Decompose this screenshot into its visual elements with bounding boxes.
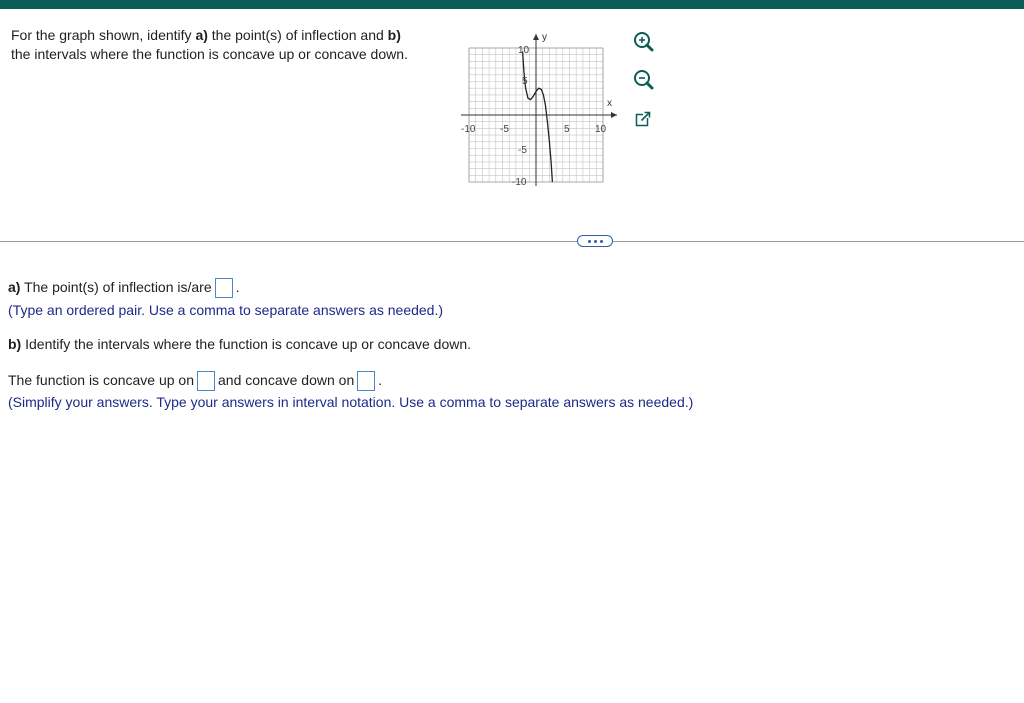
zoom-in-icon (632, 30, 654, 52)
concave-down-label: and concave down on (218, 372, 355, 388)
expand-more-button[interactable] (577, 235, 613, 247)
question-prompt (11, 26, 421, 63)
concavity-end: . (378, 372, 383, 388)
function-curve (523, 51, 553, 182)
part-a-end: . (235, 279, 240, 295)
question-part-b-text: the intervals where the function is concave up or concave down. (11, 45, 408, 62)
y-tick-label: 5 (522, 76, 528, 87)
part-b-question (8, 335, 471, 353)
part-a-question (8, 278, 240, 298)
y-tick-label: 10 (518, 45, 530, 56)
x-tick-label: -10 (461, 124, 476, 135)
question-part-a-text: the point(s) of inflection and (207, 27, 388, 43)
part-a-hint: (Type an ordered pair. Use a comma to separate answers as needed.) (8, 302, 444, 318)
part-b-marker: b) (8, 336, 22, 352)
concave-down-input[interactable] (357, 371, 375, 391)
function-graph (455, 26, 625, 188)
top-bar (0, 0, 1024, 9)
y-axis-label: y (542, 32, 547, 43)
concave-up-input[interactable] (197, 371, 215, 391)
part-a-text: The point(s) of inflection is/are (20, 279, 212, 295)
inflection-points-input[interactable] (215, 278, 233, 298)
x-axis-label: x (607, 98, 612, 109)
external-link-icon (634, 110, 652, 128)
x-axis-arrow (611, 112, 617, 118)
graph-svg (455, 26, 625, 188)
part-b-text: Identify the intervals where the function is concave up or concave down. (21, 336, 472, 352)
x-tick-label: -5 (500, 124, 509, 135)
open-graph-button[interactable] (630, 106, 656, 132)
graph-axes (461, 34, 617, 186)
question-part-a-marker: a) (195, 27, 208, 43)
zoom-in-button[interactable] (630, 28, 656, 54)
y-axis-arrow (533, 34, 539, 40)
part-a-marker: a) (8, 279, 21, 295)
ellipsis-icon (588, 240, 591, 243)
ellipsis-icon (594, 240, 597, 243)
x-tick-label: 10 (595, 124, 607, 135)
section-divider (0, 241, 1024, 242)
question-part-b-marker: b) (387, 27, 401, 43)
question-prefix: For the graph shown, identify (11, 27, 196, 43)
concavity-hint: (Simplify your answers. Type your answers in interval notation. Use a comma to separate answers as needed.) (8, 394, 694, 410)
concavity-answer-line (8, 371, 382, 391)
x-tick-label: 5 (564, 124, 570, 135)
y-tick-label: -5 (518, 145, 527, 156)
zoom-out-button[interactable] (630, 66, 656, 92)
zoom-out-icon (632, 68, 654, 90)
y-tick-label: -10 (512, 177, 527, 188)
concave-up-label: The function is concave up on (8, 372, 195, 388)
ellipsis-icon (600, 240, 603, 243)
